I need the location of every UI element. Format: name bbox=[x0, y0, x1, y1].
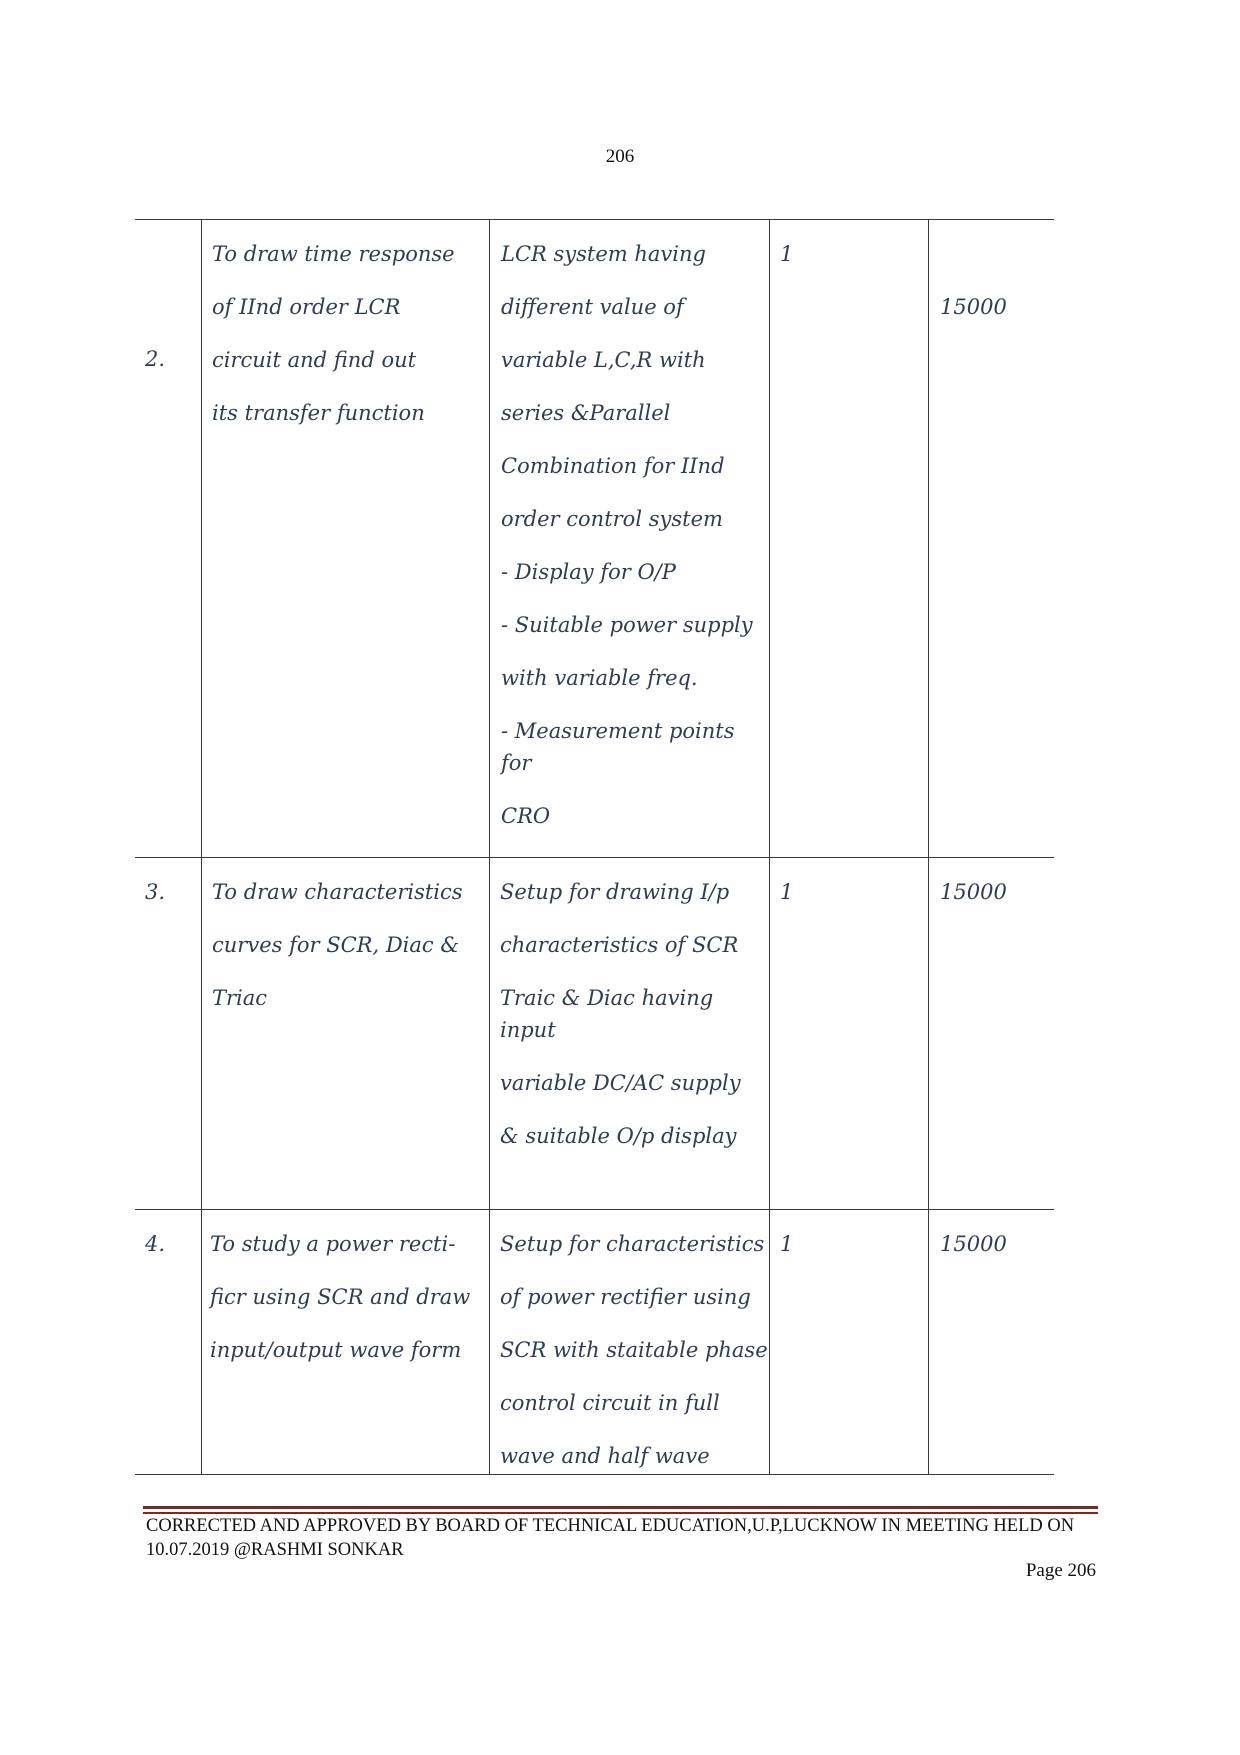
equipment-line: characteristics of SCR bbox=[500, 933, 739, 957]
cost-text: 15000 bbox=[940, 1232, 1007, 1256]
equipment-line: Setup for drawing I/p bbox=[500, 880, 730, 904]
experiment-cell bbox=[202, 1210, 490, 1475]
equipment-line: & suitable O/p display bbox=[500, 1124, 737, 1148]
equipment-line: variable DC/AC supply bbox=[500, 1071, 741, 1095]
footer-divider bbox=[143, 1506, 1098, 1509]
equipment-line: of power rectifier using bbox=[500, 1285, 751, 1309]
equipment-cell bbox=[490, 220, 770, 858]
equipment-line: Traic & Diac having bbox=[500, 986, 714, 1010]
equipment-cell bbox=[490, 858, 770, 1210]
equipment-line: control circuit in full bbox=[500, 1391, 720, 1415]
equipment-line: series &Parallel bbox=[501, 401, 671, 425]
equipment-line: - Measurement points bbox=[501, 719, 735, 743]
experiment-line: To study a power recti- bbox=[210, 1232, 456, 1256]
quantity-cell bbox=[770, 1210, 929, 1475]
footer-page-label: Page 206 bbox=[1025, 1560, 1096, 1581]
experiment-line: Triac bbox=[212, 986, 268, 1010]
equipment-line: - Suitable power supply bbox=[501, 613, 753, 637]
footer-approval-text bbox=[146, 1514, 1106, 1562]
equipment-line: Combination for IInd bbox=[501, 454, 725, 478]
equipment-line: with variable freq. bbox=[501, 666, 698, 690]
experiment-line: input/output wave form bbox=[210, 1338, 462, 1362]
quantity-text: 1 bbox=[780, 880, 794, 904]
page-number-top: 206 bbox=[605, 146, 635, 167]
footer-approval-line: 10.07.2019 @RASHMI SONKAR bbox=[146, 1540, 404, 1560]
table-row bbox=[135, 1210, 1054, 1475]
sno-cell bbox=[135, 858, 202, 1210]
equipment-line: LCR system having bbox=[501, 242, 706, 266]
quantity-cell bbox=[770, 220, 929, 858]
experiment-line: circuit and find out bbox=[212, 348, 417, 372]
cost-cell bbox=[929, 1210, 1055, 1475]
sno-cell bbox=[135, 220, 202, 858]
equipment-cell bbox=[490, 1210, 770, 1475]
sno-text: 3. bbox=[145, 880, 166, 904]
equipment-line: CRO bbox=[501, 804, 551, 828]
cost-text: 15000 bbox=[940, 880, 1007, 904]
equipment-line: order control system bbox=[501, 507, 723, 531]
experiment-line: of IInd order LCR bbox=[212, 295, 401, 319]
experiment-line: curves for SCR, Diac & bbox=[212, 933, 460, 957]
experiment-cell bbox=[202, 858, 490, 1210]
equipment-line: wave and half wave bbox=[500, 1444, 710, 1468]
equipment-line: - Display for O/P bbox=[501, 560, 676, 584]
cost-cell bbox=[929, 220, 1055, 858]
table-row bbox=[135, 858, 1054, 1210]
equipment-line: different value of bbox=[501, 295, 684, 319]
equipment-line: variable L,C,R with bbox=[501, 348, 706, 372]
cost-cell bbox=[929, 858, 1055, 1210]
equipment-table bbox=[135, 219, 1054, 1475]
footer-approval-line: CORRECTED AND APPROVED BY BOARD OF TECHNICAL EDUCATION,U.P,LUCKNOW IN MEETING HELD ON bbox=[146, 1516, 1075, 1536]
table-row bbox=[135, 220, 1054, 858]
sno-text: 4. bbox=[145, 1232, 166, 1256]
experiment-line: To draw time response bbox=[212, 242, 455, 266]
experiment-line: To draw characteristics bbox=[212, 880, 463, 904]
quantity-text: 1 bbox=[780, 1232, 794, 1256]
quantity-text: 1 bbox=[780, 242, 794, 266]
cost-text: 15000 bbox=[940, 295, 1007, 319]
sno-text: 2. bbox=[145, 347, 166, 371]
experiment-line: its transfer function bbox=[212, 401, 425, 425]
equipment-line: Setup for characteristics bbox=[500, 1232, 765, 1256]
equipment-line: for bbox=[501, 751, 532, 775]
experiment-cell bbox=[202, 220, 490, 858]
equipment-line: input bbox=[500, 1018, 556, 1042]
experiment-line: ficr using SCR and draw bbox=[210, 1285, 471, 1309]
quantity-cell bbox=[770, 858, 929, 1210]
equipment-line: SCR with staitable phase bbox=[500, 1338, 768, 1362]
sno-cell bbox=[135, 1210, 202, 1475]
